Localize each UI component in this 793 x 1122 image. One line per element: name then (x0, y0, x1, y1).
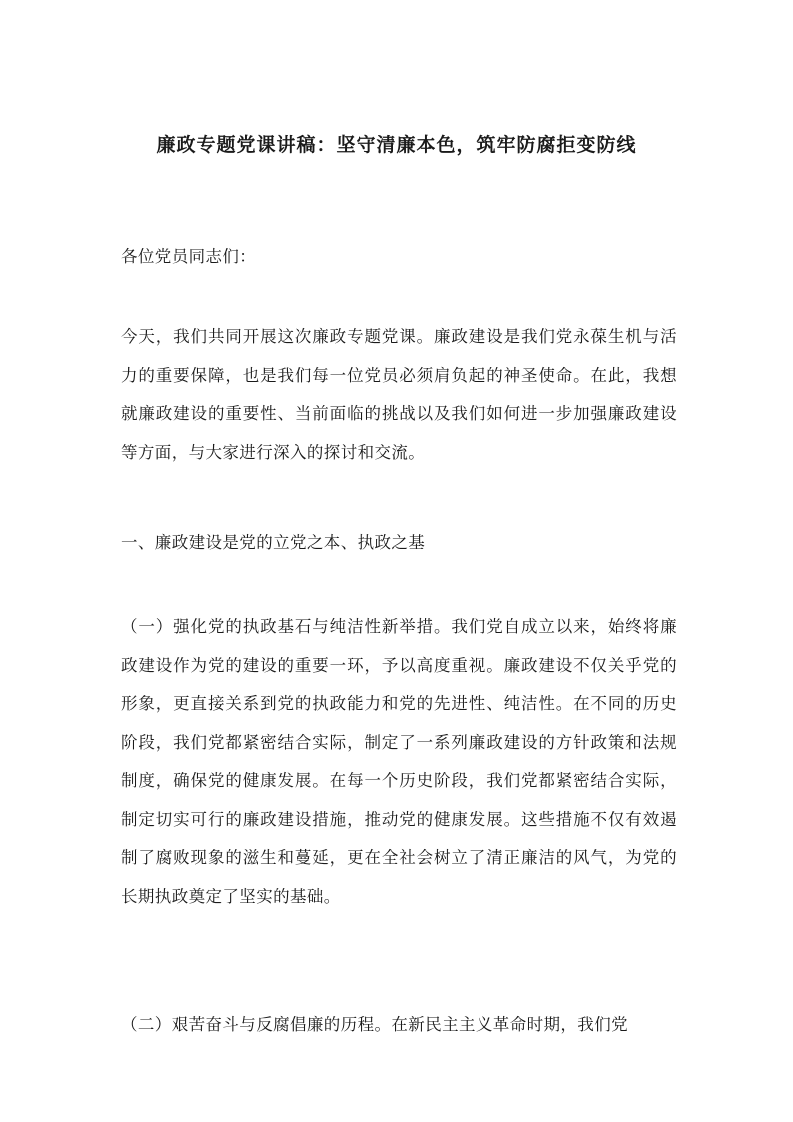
subsection-paragraph: （二）艰苦奋斗与反腐倡廉的历程。在新民主主义革命时期，我们党 (121, 1015, 628, 1034)
intro-paragraph: 今天，我们共同开展这次廉政专题党课。廉政建设是我们党永葆生机与活力的重要保障，也是我们每一位党员必须肩负起的神圣使命。在此，我想就廉政建设的重要性、当前面临的挑战以及我们如何进一步加强廉政建设等方面，与大家进行深入的探讨和交流。 (121, 327, 677, 462)
page-title: 廉政专题党课讲稿：坚守清廉本色，筑牢防腐拒变防线 (156, 134, 637, 156)
subsection-paragraph: （一）强化党的执政基石与纯洁性新举措。我们党自成立以来，始终将廉政建设作为党的建设的重要一环，予以高度重视。廉政建设不仅关乎党的形象，更直接关系到党的执政能力和党的先进性、纯洁性。在不同的历史阶段，我们党都紧密结合实际，制定了一系列廉政建设的方针政策和法规制度，确保党的健康发展。在每一个历史阶段，我们党都紧密结合实际，制定切实可行的廉政建设措施，推动党的健康发展。这些措施不仅有效遏制了腐败现象的滋生和蔓延，更在全社会树立了清正廉洁的风气，为党的长期执政奠定了坚实的基础。 (121, 617, 677, 906)
section-heading: 一、廉政建设是党的立党之本、执政之基 (121, 533, 426, 552)
greeting-paragraph: 各位党员同志们： (121, 247, 257, 266)
